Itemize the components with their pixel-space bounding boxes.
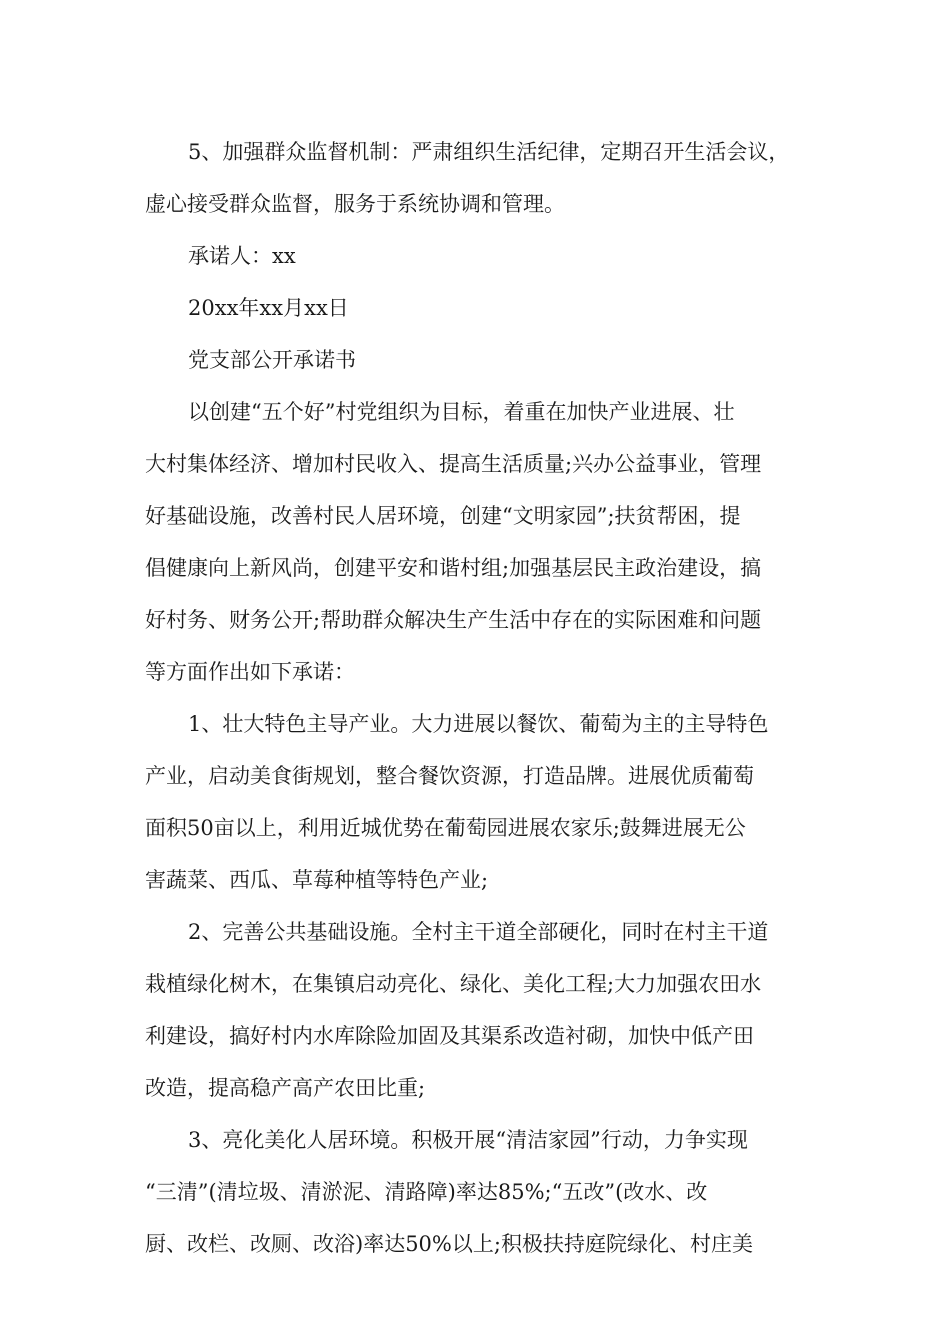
text-line: 利建设，搞好村内水库除险加固及其渠系改造衬砌，加快中低产田 [145, 1024, 754, 1048]
text-line: 20xx年xx月xx日 [188, 296, 349, 320]
document-page [145, 130, 810, 1274]
text-line: 好村务、财务公开;帮助群众解决生产生活中存在的实际困难和问题 [145, 608, 762, 632]
text-line: “三清”(清垃圾、清淤泥、清路障)率达85%;“五改”(改水、改 [145, 1180, 708, 1204]
text-line: 党支部公开承诺书 [188, 348, 356, 372]
text-line: 等方面作出如下承诺： [145, 660, 355, 684]
text-line: 虚心接受群众监督，服务于系统协调和管理。 [145, 192, 565, 216]
text-line: 改造，提高稳产高产农田比重; [145, 1076, 426, 1100]
text-line: 大村集体经济、增加村民收入、提高生活质量;兴办公益事业，管理 [145, 452, 762, 476]
text-line: 以创建“五个好”村党组织为目标，着重在加快产业进展、壮 [188, 400, 735, 424]
text-line: 栽植绿化树木，在集镇启动亮化、绿化、美化工程;大力加强农田水 [145, 972, 762, 996]
text-line: 倡健康向上新风尚，创建平安和谐村组;加强基层民主政治建设，搞 [145, 556, 762, 580]
text-line: 承诺人：xx [188, 244, 296, 268]
text-line: 害蔬菜、西瓜、草莓种植等特色产业; [145, 868, 489, 892]
text-line: 产业，启动美食街规划，整合餐饮资源，打造品牌。进展优质葡萄 [145, 764, 754, 788]
text-line: 厨、改栏、改厕、改浴)率达50%以上;积极扶持庭院绿化、村庄美 [145, 1232, 753, 1256]
text-line: 2、完善公共基础设施。全村主干道全部硬化，同时在村主干道 [188, 920, 769, 944]
text-line: 3、亮化美化人居环境。积极开展“清洁家园”行动，力争实现 [188, 1128, 748, 1152]
text-line: 好基础设施，改善村民人居环境，创建“文明家园”;扶贫帮困，提 [145, 504, 741, 528]
text-line: 面积50亩以上，利用近城优势在葡萄园进展农家乐;鼓舞进展无公 [145, 816, 746, 840]
text-line: 5、加强群众监督机制：严肃组织生活纪律，定期召开生活会议， [188, 140, 790, 164]
text-line: 1、壮大特色主导产业。大力进展以餐饮、葡萄为主的主导特色 [188, 712, 769, 736]
